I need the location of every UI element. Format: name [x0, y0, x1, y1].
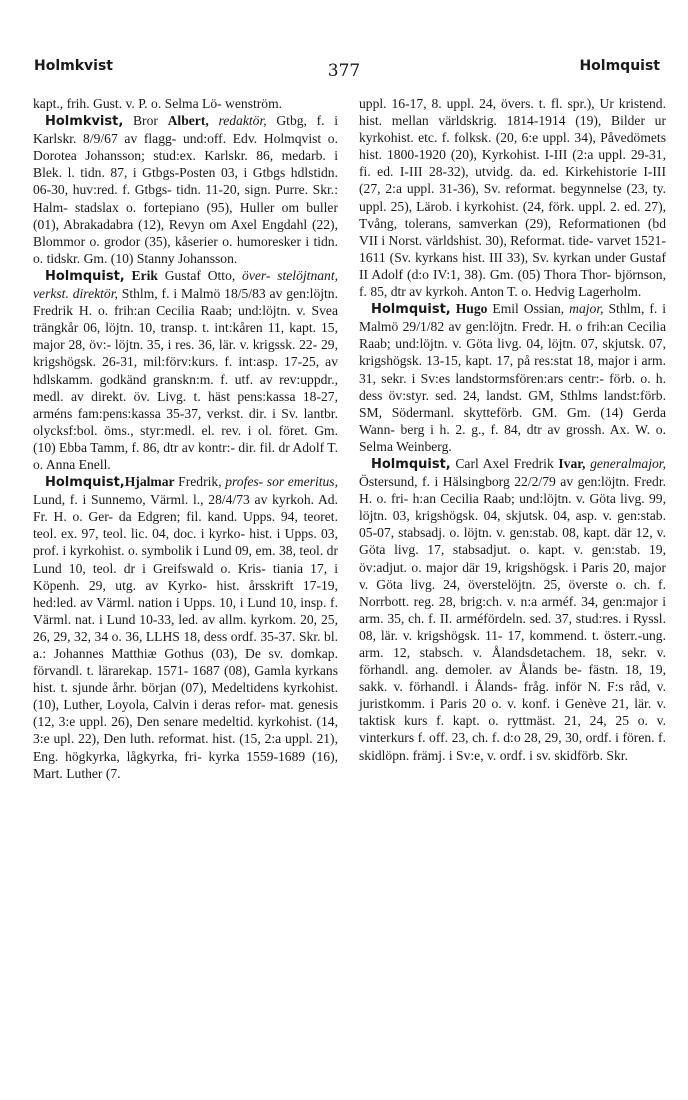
entry-given-names-rest: Emil Ossian,: [487, 301, 565, 317]
continued-entry: [33, 95, 338, 112]
entry-given-names: [125, 268, 132, 283]
entry-occupation: över- stelöjtnant, verkst. direktör,: [33, 267, 339, 302]
biography-entry: [359, 455, 666, 764]
biography-entry: [33, 267, 338, 473]
running-head-right: Holmquist: [579, 58, 660, 74]
entry-given-names-rest: Fredrik,: [174, 474, 222, 490]
entry-given-name-bold: Albert,: [167, 113, 209, 129]
biography-entry: [33, 473, 338, 782]
entry-surname: Holmquist,: [371, 302, 451, 318]
entry-text: Sthlm, f. i Malmö 29/1/82 av gen:löjtn. Fredr. H. o frih:an Cecilia Raab; und:löjtn. v. Göta livg. 04, löjtn. 07, skjutsk. 07, krigshögsk. 13-15, kapt. 17, på res:stat 18, major i arm. 31, sekr. i Sv:es landstormsfören:ars centr:- förb. o. h. dess öv:styr. sed. 24, landst. GM, Sthlms landst:förb. SM, Södermanl. skytteförb. GM. Gm. (14) Gerda Wann- berg i h. 2. g., f. 84, dtr av grossh. Ax. W. o. Selma Weinberg.: [359, 301, 666, 454]
biography-entry: [359, 300, 666, 455]
entry-text: Östersund, f. i Hälsingborg 22/2/79 av gen:löjtn. Fredr. H. o. fri- h:an Cecilia Raab; und:löjtn. v. Göta livg. 99, löjtn. 03, krigshögsk. 04, skjutsk. 04, asp. v. gen:stab. 05-07, stabsadj. o. löjtn. v. gen:stab. 08, kapt. där 12, v. Göta livg. 17, stabsadjut. o. kapt. v. gen:stab. 19, öv:adjut. o. major där 19, krigshögsk. i Paris 20, major v. Göta livg. 24, överstelöjtn. 25, överste o. ch. f. Norrbott. reg. 28, brig:ch. v. n:a arméf. 34, gen:major i arm. 35, ch. f. II. arméfördeln. sed. 37, stud:res. i Ryssl. 08, lär. v. krigshögsk. 11- 17, kommend. t. österr.-ung. arm. 12, stabsch. v. Ålandsdetachem. 18, sekr. v. förhandl. ang. demoler. av Ålands be- fästn. 18, 19, sakk. v. förhandl. i Ålands- fråg. inför N. F:s råd, v. juristkomm. i Paris 20 o. v. konf. i Genève 21, lär. v. taktisk kurs f. kapt. o. ryttmäst. 21, 24, 25 o. v. vinterkurs f. off. 23, ch. f. d:o 28, 29, 30, ordf. i fören. f. skidlöpn. främj. i Sv:e, v. ordf. i sv. skidförb. Skr.: [359, 474, 666, 763]
entry-occupation: profes- sor emeritus,: [221, 474, 338, 490]
entry-text: Lund, f. i Sunnemo, Värml. l., 28/4/73 av kyrkoh. Ad. Fr. H. o. Ger- da Edgren; fil. kand. Upps. 94, teoret. teol. ex. 97, teol. lic. 04, doc. i kyrko- hist. i Upps. 03, prof. i kyrkohist. o. symbolik i Lund 09, em. 38, teol. dr Lund 10, teol. dr i Greifswald o. Kris- tiania 17, i Köpenh. 29, utg. av Kyrko- hist. årsskrift 17-19, hed:led. av Värml. nation i Upps. 10, i Lund 10, insp. f. Värml. nat. i Lund 10-33, led. av allm. kyrkom. 20, 25, 26, 29, 32, 34 o. 36, LLHS 18, dess ordf. 35-37. Skr. bl. a.: Johannes Matthiæ Gothus (03), De sv. domkap. förvandl. t. lärarekap. 1571- 1687 (08), Gamla kyrkans hist. t. sjunde århr. början (07), Medeltidens kyrkohist. (10), Luther, Loyola, Calvin i deras refor- mat. genesis (12, 3:e uppl. 26), Den senare medeltid. kyrkohist. (14, 3:e upl. 22), Den luth. reformat. hist. (15, 2:a uppl. 21), Eng. högkyrka, lågkyrka, fri- kyrka 1559-1689 (16), Mart. Luther (7.: [33, 492, 338, 781]
entry-text: Gtbg, f. i Karlskr. 8/9/67 av flagg- und:off. Edv. Holmqvist o. Dorotea Johansson; stud:ex. Karlskr. 86, medarb. i Blek. l. tidn. 87, i Gtbgs-Posten 03, i Gtbgs hdlstidn. 06-30, huv:red. f. Gtbgs- tidn. 11-20, sign. Purre. Skr.: Halm- stadslax o. fortepiano (95), Huller om buller (01), Abrakadabra (12), Revyn om Axel Engdahl (22), Blommor o. grodor (35), kåserier o. humoresker i tidn. o. tidskr. Gm. (10) Stanny Johansson.: [33, 113, 339, 266]
page-number: 377: [327, 61, 361, 81]
entry-given-name-bold: Hugo: [455, 301, 488, 317]
entry-occupation: major,: [564, 301, 604, 317]
entry-text: kapt., frih. Gust. v. P. o. Selma Lö- wenström.: [33, 96, 283, 111]
entry-surname: Holmquist,: [45, 268, 125, 284]
entry-surname: Holmkvist,: [45, 114, 124, 130]
entry-given-name-bold: Hjalmar: [124, 474, 175, 490]
entry-given-names: Carl Axel Fredrik: [450, 455, 559, 471]
entry-surname: Holmquist,: [371, 456, 451, 472]
continued-entry: [359, 95, 666, 300]
running-head-left: Holmkvist: [34, 58, 113, 74]
entry-occupation: generalmajor,: [585, 455, 666, 471]
right-column: [359, 95, 666, 764]
entry-occupation: redaktör,: [208, 113, 267, 129]
entry-given-names-rest: Gustaf Otto,: [157, 267, 236, 283]
entry-text: Sthlm, f. i Malmö 18/5/83 av gen:löjtn. Fredrik H. o. frih:an Cecilia Raab; und:löjtn. v. Svea trängkår 06, löjtn. 10, transp. t. int:kåren 11, kapt. 15, major 28, öv:- löjtn. 35, i res. 36, lär. v. krigssk. 22- 29, krigshögsk. 26-31, mil:förv:kurs. f. int:asp. 17-25, av hdlskamm. godkänd granskn:m. f. utf. av rev:uppdr., medl. av direkt. öv. Livg. t. häst pens:kassa 18-27, arméns fam:pens:kassa 35-37, verkst. dir. i Sv. lantbr. olycksf:bol. öms., styr:medl. el. rev. i ol. föret. Gm. (10) Ebba Tamm, f. 86, dtr av kontr:- dir. fil. dr Adolf T. o. Anna Enell.: [33, 286, 338, 472]
entry-surname: Holmquist,: [45, 475, 125, 491]
entry-given-names: Bror: [123, 113, 168, 129]
entry-given-name-bold: Ivar,: [558, 455, 586, 471]
entry-given-name-bold: Erik: [131, 267, 158, 283]
left-column: [33, 95, 338, 782]
entry-text: uppl. 16-17, 8. uppl. 24, övers. t. fl. spr.), Ur kristend. hist. mellan världskrig. 1814-1914 (19), Bilder ur kyrkohist. etc. f. folksk. (20, 6:e uppl. 34), Påvedömets hist. 1800-1920 (20), Kyrkohist. I-III (2:a uppl. 29-31, fi. ed. I-III 28-32), utvidg. da. ed. Kirkehistorie I-III (27, 2:a uppl. 31-36), Sv. reformat. begynnelse (23, ty. uppl. 25), Lärob. i kyrkohist. (24, förk. uppl. 2. ed. 27), Tvång, tolerans, samverkan (29), Reformationen (bd VII i Norst. världshist. 30), Reformat. tide- varvet 1521-1611 (Sv. kyrkans hist. III 33), Sv. kyrkan under Gustaf II Adolf (d:o IV:1, 38). Gm. (05) Thora Thor- björnson, f. 85, dtr av kyrkoh. Anton T. o. Hedvig Lagerholm.: [359, 96, 666, 300]
biography-entry: [33, 112, 338, 267]
